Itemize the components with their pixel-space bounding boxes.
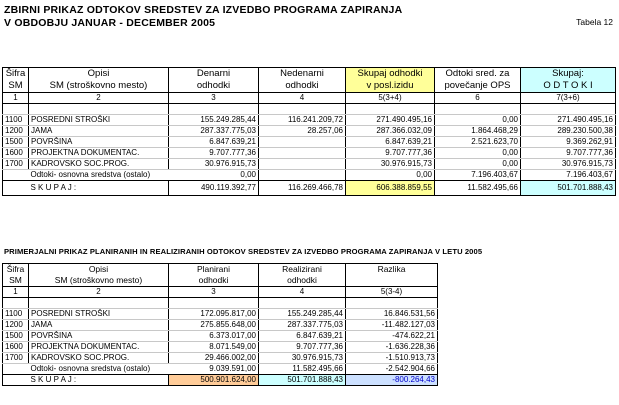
col-header-planirani: Planirani [169,264,259,276]
row-c7: 9.707.777,36 [521,148,616,159]
row-c3: 8.071.549,00 [169,342,259,353]
table-row [3,309,438,320]
row-c4: 30.976.915,73 [259,353,346,364]
col-num: 3 [169,287,259,298]
report-period: V OBDOBJU JANUAR - DECEMBER 2005 [4,17,216,29]
col-num: 2 [29,93,169,104]
row-c3: 0,00 [240,170,256,179]
col-header-skupaj-odhodki: Skupaj odhodki [346,68,435,81]
col-header-opisi: Opisi [29,264,169,276]
total-c4: 116.269.466,78 [259,181,346,196]
row-c5: 9.707.777,36 [346,148,435,159]
row-desc: PROJEKTNA DOKUMENTAC. [29,342,169,353]
row-c6: 1.864.468,29 [435,126,521,137]
row-c5: -11.482.127,03 [346,320,438,331]
row-c6: 0,00 [435,159,521,170]
row-c4: 155.249.285,44 [259,309,346,320]
col-header-realizirani-sub: odhodki [259,275,346,287]
col-header-odtoki-ops-sub: povečanje OPS [435,80,521,93]
col-header-realizirani: Realizirani [259,264,346,276]
col-header-sm: SM [3,275,29,287]
row-code: 1700 [3,353,29,364]
total-row [3,375,438,386]
spacer-row [3,298,438,309]
row-c7: 9.369.262,91 [521,137,616,148]
row-desc: PROJEKTNA DOKUMENTAC. [29,148,169,159]
col-num: 3 [169,93,259,104]
row-c5: 6.847.639,21 [346,137,435,148]
row-code: 1200 [3,126,29,137]
row-desc [29,364,259,375]
comparison-subtitle: PRIMERJALNI PRIKAZ PLANIRANIH IN REALIZIRANIH ODTOKOV SREDSTEV ZA IZVEDBO PROGRAMA ZAPIRANJA V LETU 2005 [4,247,483,256]
total-c5: 606.388.859,55 [346,181,435,196]
row-c5: -2.542.904,66 [346,364,438,375]
col-num: 1 [3,93,29,104]
row-desc-text: Odtoki- osnovna sredstva (ostalo) [30,364,151,373]
table-row [3,353,438,364]
col-num: 4 [259,93,346,104]
col-header-opisi: Opisi [29,68,169,81]
col-header-sifra: Šifra [3,264,29,276]
row-code: 1500 [3,137,29,148]
report-title: ZBIRNI PRIKAZ ODTOKOV SREDSTEV ZA IZVEDBO PROGRAMA ZAPIRANJA [4,4,403,16]
col-header-skupaj-odtoki-sub: O D T O K I [521,80,616,93]
col-num: 4 [259,287,346,298]
row-c3: 6.373.017,00 [169,331,259,342]
table-row [3,115,616,126]
row-c3: 6.847.639,21 [169,137,259,148]
row-c4: 9.707.777,36 [259,342,346,353]
row-code [3,364,29,375]
total-c6: 11.582.495,66 [435,181,521,196]
table-row [3,320,438,331]
table-row [3,342,438,353]
row-c5: 0,00 [346,170,435,181]
table-row [3,159,616,170]
row-c4: 11.582.495,66 [259,364,346,375]
row-c6: 7.196.403,67 [435,170,521,181]
col-header-razlika: Razlika [346,264,438,276]
table-row [3,170,616,181]
row-c5: -1.510.913,73 [346,353,438,364]
row-desc: POVRŠINA [29,331,169,342]
row-c4: 6.847.639,21 [259,331,346,342]
col-header-nedenarni-sub: odhodki [259,80,346,93]
row-c6: 2.521.623,70 [435,137,521,148]
row-c3: 30.976.915,73 [169,159,259,170]
col-header-opisi-sub: SM (stroškovno mesto) [29,275,169,287]
row-code: 1200 [3,320,29,331]
total-c3: 500.901.624,00 [169,375,259,386]
col-header-sifra: Šifra [3,68,29,81]
col-num: 2 [29,287,169,298]
plan-vs-actual-table [2,263,438,386]
row-c3: 9.039.591,00 [209,364,256,373]
table-row [3,137,616,148]
row-c5: -474.622,21 [346,331,438,342]
column-number-row [3,287,438,298]
col-header-planirani-sub: odhodki [169,275,259,287]
col-num: 6 [435,93,521,104]
row-desc: POSREDNI STROŠKI [29,309,169,320]
row-c6: 0,00 [435,115,521,126]
col-num: 1 [3,287,29,298]
row-c3: 9.707.777,36 [169,148,259,159]
total-label: S K U P A J : [29,181,169,196]
row-c5: 287.366.032,09 [346,126,435,137]
row-code: 1600 [3,342,29,353]
total-c7: 501.701.888,43 [521,181,616,196]
row-code: 1600 [3,148,29,159]
table-row [3,331,438,342]
row-c3: 29.466.002,00 [169,353,259,364]
total-row [3,181,616,196]
total-c3: 490.119.392,77 [169,181,259,196]
table-row [3,148,616,159]
row-c4 [259,170,346,181]
outflow-summary-table [2,67,616,196]
col-num: 7(3+6) [521,93,616,104]
row-c4 [259,137,346,148]
row-desc: JAMA [29,126,169,137]
row-c3: 275.855.648,00 [169,320,259,331]
col-header-skupaj-odtoki: Skupaj: [521,68,616,81]
row-c3: 172.095.817,00 [169,309,259,320]
row-desc: KADROVSKO SOC.PROG. [29,353,169,364]
col-num: 5(3+4) [346,93,435,104]
col-header-denarni: Denarni [169,68,259,81]
row-code [3,170,29,181]
total-label: S K U P A J : [29,375,169,386]
row-c5: 16.846.531,56 [346,309,438,320]
table-row [3,364,438,375]
row-code: 1500 [3,331,29,342]
total-c5: -800.264,43 [346,375,438,386]
total-c4: 501.701.888,43 [259,375,346,386]
row-c5: -1.636.228,36 [346,342,438,353]
row-code: 1100 [3,115,29,126]
row-c4: 28.257,06 [259,126,346,137]
col-header-nedenarni: Nedenarni [259,68,346,81]
col-num: 5(3-4) [346,287,438,298]
row-desc: POVRŠINA [29,137,169,148]
row-c4 [259,148,346,159]
col-header-sm: SM [3,80,29,93]
row-c5: 271.490.495,16 [346,115,435,126]
row-desc [29,170,259,181]
row-desc: JAMA [29,320,169,331]
row-c7: 30.976.915,73 [521,159,616,170]
row-c6: 0,00 [435,148,521,159]
row-code: 1700 [3,159,29,170]
row-code: 1100 [3,309,29,320]
table-row [3,126,616,137]
row-c3: 155.249.285,44 [169,115,259,126]
col-header-odtoki-ops: Odtoki sred. za [435,68,521,81]
row-c4: 287.337.775,03 [259,320,346,331]
col-header-denarni-sub: odhodki [169,80,259,93]
row-desc: POSREDNI STROŠKI [29,115,169,126]
col-header-skupaj-odhodki-sub: v posl.izidu [346,80,435,93]
row-c5: 30.976.915,73 [346,159,435,170]
row-c7: 289.230.500,38 [521,126,616,137]
row-c4 [259,159,346,170]
column-number-row [3,93,616,104]
row-c3: 287.337.775,03 [169,126,259,137]
table-number: Tabela 12 [576,17,613,27]
row-desc: KADROVSKO SOC.PROG. [29,159,169,170]
col-header-opisi-sub: SM (stroškovno mesto) [29,80,169,93]
row-c7: 7.196.403,67 [521,170,616,181]
row-c4: 116.241.209,72 [259,115,346,126]
row-desc-text: Odtoki- osnovna sredstva (ostalo) [30,170,151,179]
spacer-row [3,104,616,115]
row-c7: 271.490.495,16 [521,115,616,126]
